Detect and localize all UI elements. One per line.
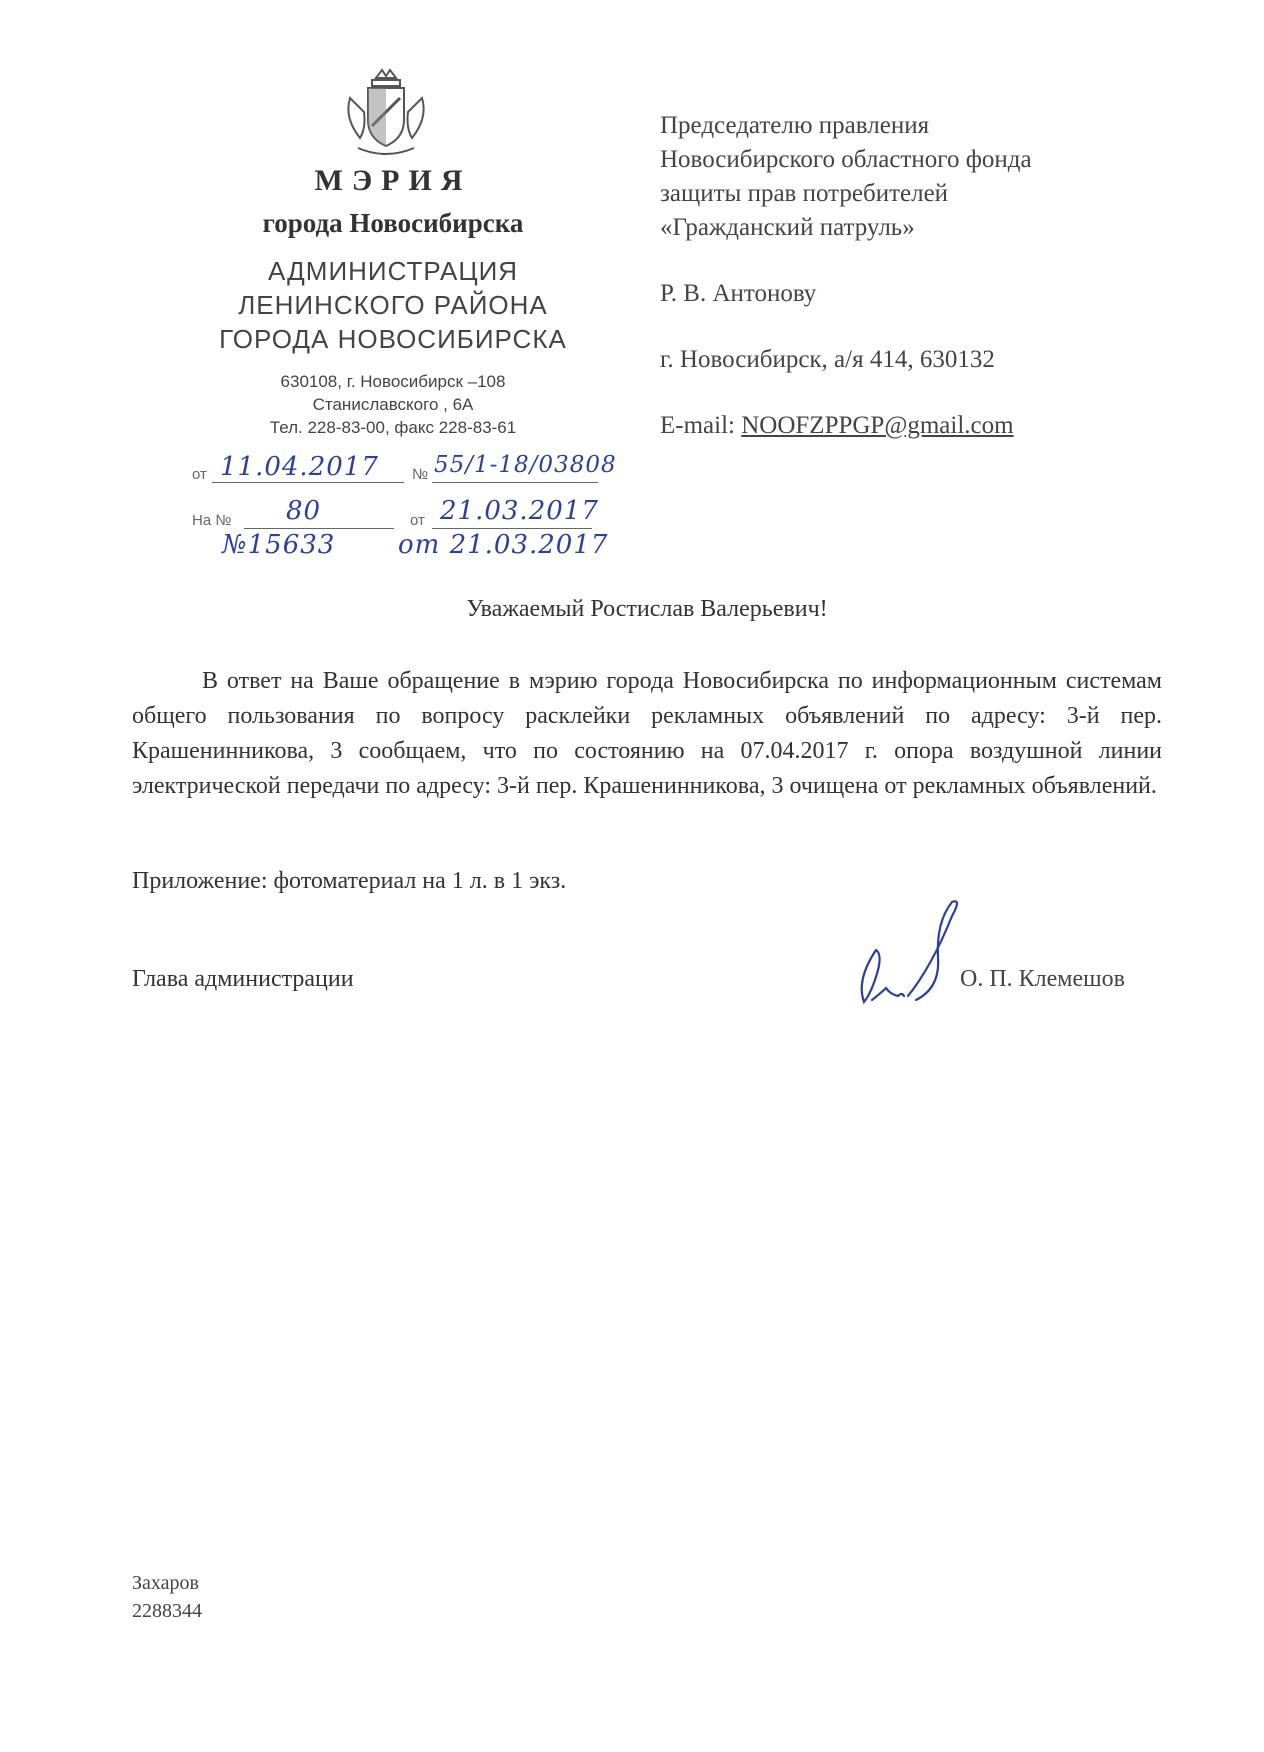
addressee-line-3: защиты прав потребителей <box>660 180 949 207</box>
reply-from-label: от <box>410 512 425 529</box>
executor-phone: 2288344 <box>132 1600 202 1622</box>
reply-number-underline <box>244 528 394 529</box>
number-label: № <box>412 466 429 483</box>
extra-number: №15633 <box>222 530 336 560</box>
attachment-line: Приложение: фотоматериал на 1 л. в 1 экз. <box>132 868 567 894</box>
reply-number: 80 <box>286 496 322 526</box>
handwritten-signature-icon <box>852 896 992 1014</box>
registration-date: 11.04.2017 <box>220 452 379 482</box>
addressee-name: Р. В. Антонову <box>660 280 817 307</box>
city-title: города Новосибирска <box>262 208 524 238</box>
reply-date-underline <box>432 528 592 529</box>
reply-label: На № <box>192 512 232 529</box>
email-link[interactable]: NOOFZPPGP@gmail.com <box>741 412 1014 439</box>
admin-line-1: АДМИНИСТРАЦИЯ <box>267 256 519 286</box>
phone-line: Тел. 228-83-00, факс 228-83-61 <box>269 418 517 437</box>
executor-name: Захаров <box>132 1572 199 1594</box>
body-paragraph: В ответ на Ваше обращение в мэрию города Новосибирска по информационным системам общего пользования по вопросу расклейки рекламных объявлений по адресу: 3-й пер. Крашенинникова, 3 сообщаем, что по состоянию на 07.04.2017 г. опора воздушной линии электрической передачи по адресу: 3-й пер. Крашенинникова, 3 очищена от рекламных объявлений. <box>132 668 1162 799</box>
mayoralty-title: МЭРИЯ <box>314 164 472 197</box>
addressee-line-4: «Гражданский патруль» <box>660 214 915 241</box>
email-label: E-mail: <box>660 412 735 439</box>
coat-of-arms-icon <box>338 68 434 160</box>
extra-from-date: от 21.03.2017 <box>398 530 609 560</box>
from-label: от <box>192 466 207 483</box>
number-underline <box>432 482 598 483</box>
date-underline <box>212 482 404 483</box>
reply-date: 21.03.2017 <box>440 496 599 526</box>
addressee-line-2: Новосибирского областного фонда <box>660 146 1032 173</box>
addressee-email-row <box>660 412 1014 440</box>
admin-line-3: ГОРОДА НОВОСИБИРСКА <box>219 324 567 354</box>
salutation: Уважаемый Ростислав Валерьевич! <box>466 596 828 622</box>
addressee-postal: г. Новосибирск, а/я 414, 630132 <box>660 346 995 373</box>
admin-line-2: ЛЕНИНСКОГО РАЙОНА <box>238 290 548 320</box>
registration-number: 55/1-18/03808 <box>434 452 617 478</box>
address-line-2: Станиславского , 6А <box>312 395 474 414</box>
address-line-1: 630108, г. Новосибирск –108 <box>280 372 506 391</box>
addressee-line-1: Председателю правления <box>660 112 930 139</box>
signatory-name: О. П. Клемешов <box>960 966 1125 992</box>
signatory-position: Глава администрации <box>132 966 354 992</box>
